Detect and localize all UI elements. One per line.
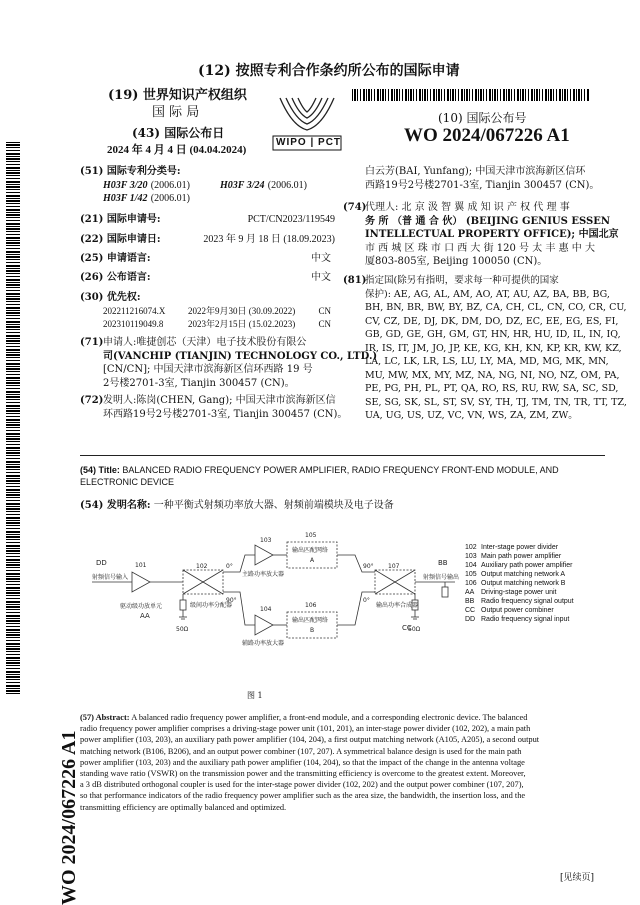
field-22 xyxy=(80,233,335,247)
wipo-logo-text: WIPO | PCT xyxy=(276,137,342,148)
label-phase-0: 0° xyxy=(226,563,233,570)
field-81: (81) 指定国(除另有指明，要求每一种可提供的国家 保护): AE, AG, AL, AM, AO, AT, AU, AZ, BA, BB, BG, BH, BN, BR, BW, BY, BZ, CA, CH, CL, CN, CO, CR, CU, CV, CZ, DE, DJ, DK, DM, DO, DZ, EC, EE, EG, ES, FI, GB, GD, GE, GH, GM, GT, HN, HR, HU, ID, IL, IN, IQ, IR, IS, IT, JM, JO, JP, KE, KG, KH, KN, KP, KR, KW, KZ, LA, LC, LK, LR, LS, LU, LY, MA, MD, MG, MK, MN, MU, MW, MX, MY, MZ, NA, NG, NI, NO, NZ, OM, PA, PE, PG, PH, PL, PT, QA, RO, RS, RU, RW, SA, SC, SD, SE, SG, SK, SL, ST, SV, SY, TH, TJ, TM, TN, TR, TT, TZ, UA, UG, US, UZ, VC, VN, WS, ZA, ZM, ZW。 xyxy=(343,275,627,421)
label-divider: 级间功率分配器 xyxy=(190,602,233,609)
label-match-b-1: 输出匹配网络 xyxy=(292,617,329,624)
label-phase-0b: 0° xyxy=(363,597,370,604)
label-driver: 驱动级功放单元 xyxy=(120,603,163,610)
field-25 xyxy=(80,252,335,266)
ipc-label: (51) 国际专利分类号: xyxy=(80,166,181,177)
legend-item: 106 Output matching network B xyxy=(465,580,566,587)
label-match-a-2: A xyxy=(310,557,315,564)
legend-item: DD Radio frequency signal input xyxy=(465,616,570,623)
header-barcode xyxy=(352,89,590,101)
ipc-row-2 xyxy=(80,192,335,205)
legend-item: AA Driving-stage power unit xyxy=(465,589,557,596)
label-phase-90b: 90° xyxy=(363,563,374,570)
ipc-2: H03F 3/24 (2006.01) xyxy=(220,179,307,191)
left-column xyxy=(80,165,335,205)
ipc-row-1 xyxy=(80,179,335,192)
circuit-figure xyxy=(80,525,465,670)
label-cc: CC xyxy=(402,624,412,632)
label-main-pa: 主路功率放大器 xyxy=(242,571,285,578)
side-pub-number: WO 2024/067226 A1 xyxy=(58,730,80,905)
label-match-a-1: 输出匹配网络 xyxy=(292,547,329,554)
label-aa: AA xyxy=(140,612,150,620)
pub-number: WO 2024/067226 A1 xyxy=(404,125,570,146)
pub-date-label: (43) 国际公布日 xyxy=(132,126,225,140)
label-107: 107 xyxy=(388,563,400,570)
field-21-label: (21) 国际申请号: xyxy=(80,214,161,225)
label-r50a: 50Ω xyxy=(176,626,189,633)
legend-item: CC Output power combiner xyxy=(465,607,554,614)
wipo-org-name: (19) 世界知识产权组织 xyxy=(108,88,247,103)
field-26-value: 中文 xyxy=(311,272,331,283)
field-22-value: 2023 年 9 月 18 日 (18.09.2023) xyxy=(203,234,335,245)
continued-note: [见续页] xyxy=(560,873,595,883)
field-30-label: (30) 优先权: xyxy=(80,292,141,303)
abstract: (57) Abstract: A balanced radio frequency power amplifier, a front-end module, and a corresponding electronic device. The balanced radio frequency power amplifier comprises a driving-stage power unit (101, 201), an inter-stage power divider (102, 202), a main path power amplifier (103, 203), an auxiliary path power amplifier (104, 204), a first output matching network (A105, A205), a second output matching network (B106, B206), and an output power combiner (107, 207). A symmetrical balance design is used for the main path power amplifier (103, 203) and the auxiliary path power amplifier (104, 204), so that the impact of the change in the antenna voltage standing wave ratio (VSWR) on the transmission power and the transmitting efficiency is overcome to the greatest extent. Moreover, a 3 dB distributed orthogonal coupler is used for the inter-stage power divider (102, 202) and the output power combiner (107, 207), so that performance indicators of the radio frequency power amplifier such as the area size, the bandwidth, the insertion loss, and the transmitting efficiency are optimally balanced and optimized. xyxy=(80,713,540,812)
label-dd: DD xyxy=(96,559,107,567)
label-rf-in: 射频信号输入 xyxy=(92,574,129,581)
pub-date: 2024 年 4 月 4 日 (04.04.2024) xyxy=(107,144,247,156)
label-aux-pa: 辅路功率放大器 xyxy=(242,640,285,647)
field-72: (72) 发明人:陈岗(CHEN, Gang); 中国天津市滨海新区信 环西路19号2号楼2701-3室, Tianjin 300457 (CN)。 xyxy=(80,395,348,420)
field-25-value: 中文 xyxy=(311,253,331,264)
international-bureau: 国 际 局 xyxy=(152,105,200,120)
field-71: (71) 申请人:唯捷创芯（天津）电子技术股份有限公 司(VANCHIP (TIANJIN) TECHNOLOGY CO., LTD.) [CN/CN]; 中国天津市滨海新区信环西路 19 号 2号楼2701-3室, Tianjin 300457 (CN)。 xyxy=(80,337,378,389)
divider-line xyxy=(80,455,605,456)
figure-caption: 图 1 xyxy=(247,691,263,700)
abstract-label: (57) Abstract: xyxy=(80,713,130,722)
field-26 xyxy=(80,271,335,285)
label-rf-out: 射频信号输出 xyxy=(423,574,460,581)
legend-item: BB Radio frequency signal output xyxy=(465,598,574,605)
label-bb: BB xyxy=(438,559,448,567)
label-102: 102 xyxy=(196,563,208,570)
ipc-1: H03F 3/20 (2006.01) xyxy=(103,179,190,191)
label-phase-90a: 90° xyxy=(226,597,237,604)
title-en: (54) Title: BALANCED RADIO FREQUENCY POWER AMPLIFIER, RADIO FREQUENCY FRONT-END MODULE, AND ELECTRONIC DEVICE xyxy=(80,465,559,487)
wipo-logo xyxy=(272,90,342,152)
label-106: 106 xyxy=(305,602,317,609)
title-zh: (54) 发明名称: 一种平衡式射频功率放大器、射频前端模块及电子设备 xyxy=(80,500,394,511)
legend-item: 104 Auxiliary path power amplifier xyxy=(465,562,573,569)
pub-number-label: (10) 国际公布号 xyxy=(438,111,527,125)
inventor-2: 白云芳(BAI, Yunfang); 中国天津市滨海新区信环 西路19号2号楼2701-3室, Tianjin 300457 (CN)。 xyxy=(365,166,600,191)
label-combiner: 输出功率合成器 xyxy=(376,602,419,609)
field-25-label: (25) 申请语言: xyxy=(80,253,151,264)
priority-row-2: 202310119049.8 2023年2月15日 (15.02.2023) CN xyxy=(103,318,331,329)
label-103: 103 xyxy=(260,537,272,544)
field-21 xyxy=(80,213,335,227)
legend-item: 103 Main path power amplifier xyxy=(465,553,562,560)
field-30 xyxy=(80,291,335,331)
doc-kind-title: (12) 按照专利合作条约所公布的国际申请 xyxy=(198,63,460,79)
label-105: 105 xyxy=(305,532,317,539)
ipc-3: H03F 1/42 (2006.01) xyxy=(103,192,190,204)
field-74: (74) 代理人: 北 京 汲 智 翼 成 知 识 产 权 代 理 事 务 所 （普 通 合 伙） (BEIJING GENIUS ESSEN INTELLECTUAL PROPERTY OFFICE); 中国北京 市 西 城 区 珠 市 口 西 大 街 120 号 太 丰 惠 中 大 厦803-805室, Beijing 100050 (CN)。 xyxy=(343,202,619,267)
field-22-label: (22) 国际申请日: xyxy=(80,234,161,245)
label-104: 104 xyxy=(260,606,272,613)
field-21-value: PCT/CN2023/119549 xyxy=(247,214,335,225)
label-101: 101 xyxy=(135,562,147,569)
label-match-b-2: B xyxy=(310,627,315,634)
field-26-label: (26) 公布语言: xyxy=(80,272,151,283)
label-r50b: 50Ω xyxy=(408,626,421,633)
priority-row-1: 202211216074.X 2022年9月30日 (30.09.2022) CN xyxy=(103,305,331,316)
side-barcode xyxy=(6,142,20,695)
legend-item: 105 Output matching network A xyxy=(465,571,566,578)
legend-item: 102 Inter-stage power divider xyxy=(465,544,559,551)
